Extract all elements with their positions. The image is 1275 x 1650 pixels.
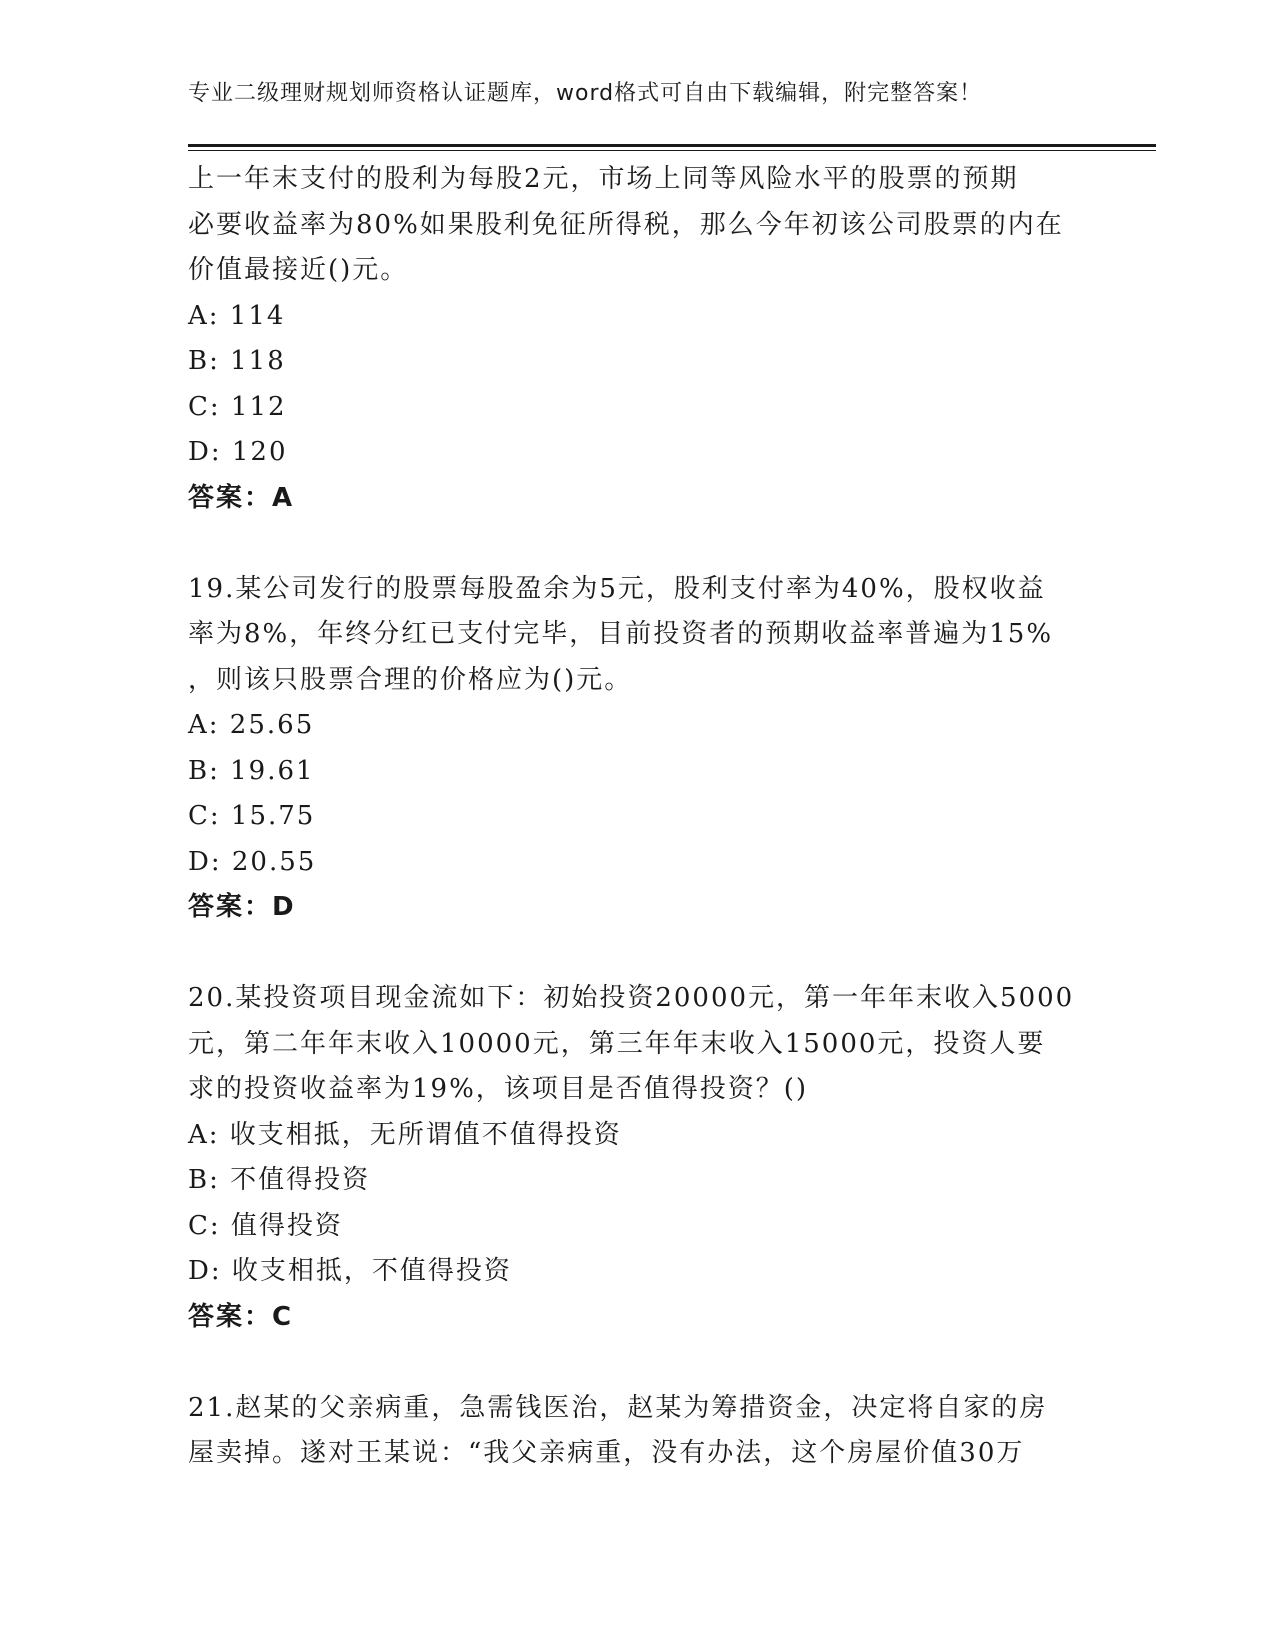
option-a: A: 25.65	[188, 710, 315, 740]
header-rule-thick	[188, 144, 1156, 147]
question-stem-line: 屋卖掉。遂对王某说：“我父亲病重，没有办法，这个房屋价值30万	[188, 1438, 1025, 1468]
option-a: A: 收支相抵，无所谓值不值得投资	[188, 1119, 622, 1150]
page-header: 专业二级理财规划师资格认证题库，word格式可自由下载编辑，附完整答案！	[188, 81, 983, 106]
spacer	[188, 1340, 1088, 1386]
question-stem-line: 求的投资收益率为19%，该项目是否值得投资？()	[188, 1074, 809, 1104]
answer-label: 答案：C	[188, 1301, 294, 1332]
question-19	[188, 567, 1088, 931]
question-stem-line: 21.赵某的父亲病重，急需钱医治，赵某为筹措资金，决定将自家的房	[188, 1392, 1048, 1423]
question-stem-line: 价值最接近()元。	[188, 255, 409, 285]
option-b: B: 118	[188, 346, 286, 376]
spacer	[188, 931, 1088, 977]
question-stem-line: 20.某投资项目现金流如下：初始投资20000元，第一年年末收入5000	[188, 983, 1075, 1013]
option-d: D: 收支相抵，不值得投资	[188, 1256, 512, 1286]
option-c: C: 15.75	[188, 801, 316, 831]
option-c: C: 112	[188, 391, 287, 422]
header-rule-thin	[188, 150, 1156, 151]
document-body	[188, 157, 1088, 1477]
option-a: A: 114	[188, 300, 286, 331]
answer-label: 答案：A	[188, 482, 295, 513]
question-20	[188, 976, 1088, 1340]
question-stem-line: 上一年末支付的股利为每股2元，市场上同等风险水平的股票的预期	[188, 164, 1019, 194]
question-stem-line: 19.某公司发行的股票每股盈余为5元，股利支付率为40%，股权收益	[188, 573, 1046, 604]
spacer	[188, 521, 1088, 567]
question-18	[188, 157, 1088, 521]
question-stem-line: 率为8%，年终分红已支付完毕，目前投资者的预期收益率普遍为15%	[188, 619, 1054, 649]
option-b: B: 19.61	[188, 755, 315, 786]
option-d: D: 120	[188, 437, 288, 467]
question-21	[188, 1386, 1088, 1477]
option-d: D: 20.55	[188, 846, 317, 877]
answer-label: 答案：D	[188, 892, 296, 922]
question-stem-line: ，则该只股票合理的价格应为()元。	[188, 664, 633, 695]
option-b: B: 不值得投资	[188, 1165, 371, 1195]
option-c: C: 值得投资	[188, 1210, 343, 1241]
question-stem-line: 元，第二年年末收入10000元，第三年年末收入15000元，投资人要	[188, 1028, 1046, 1059]
question-stem-line: 必要收益率为80%如果股利免征所得税，那么今年初该公司股票的内在	[188, 209, 1064, 240]
